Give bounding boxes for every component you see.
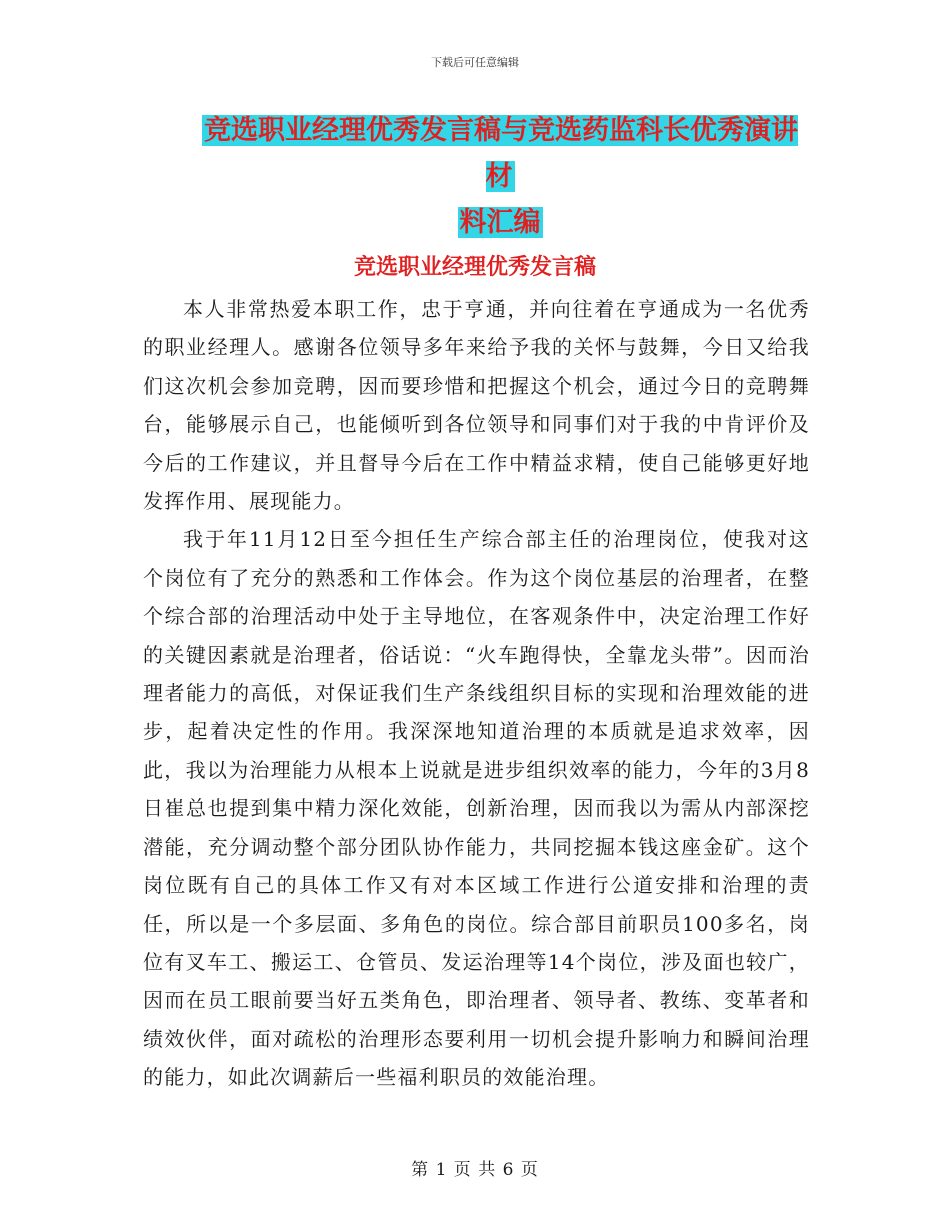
document-title-line-1: 竞选职业经理优秀发言稿与竞选药监科长优秀演讲材: [204, 115, 798, 192]
body-text: [143, 290, 810, 1097]
header-note: 下载后可任意编辑: [431, 56, 519, 69]
section-title: 竞选职业经理优秀发言稿: [353, 255, 596, 280]
paragraph-1: 本人非常热爱本职工作，忠于亨通，并向往着在亨通成为一名优秀的职业经理人。感谢各位领导多年来给予我的关怀与鼓舞，今日又给我们这次机会参加竞聘，因而要珍惜和把握这个机会，通过今日的竞聘舞台，能够展示自己，也能倾听到各位领导和同事们对于我的中肯评价及今后的工作建议，并且督导今后在工作中精益求精，使自己能够更好地发挥作用、展现能力。: [143, 297, 810, 514]
document-title: [190, 108, 810, 246]
page-footer: 第 1 页 共 6 页: [411, 1160, 539, 1180]
paragraph-2: 我于年11月12日至今担任生产综合部主任的治理岗位，使我对这个岗位有了充分的熟悉和工作体会。作为这个岗位基层的治理者，在整个综合部的治理活动中处于主导地位，在客观条件中，决定治理工作好的关键因素就是治理者，俗话说：“火车跑得快，全靠龙头带”。因而治理者能力的高低，对保证我们生产条线组织目标的实现和治理效能的进步，起着决定性的作用。我深深地知道治理的本质就是追求效率，因此，我以为治理能力从根本上说就是进步组织效率的能力，今年的3月8日崔总也提到集中精力深化效能，创新治理，因而我以为需从内部深挖潜能，充分调动整个部分团队协作能力，共同挖掘本钱这座金矿。这个岗位既有自己的具体工作又有对本区域工作进行公道安排和治理的责任，所以是一个多层面、多角色的岗位。综合部目前职员100多名，岗位有叉车工、搬运工、仓管员、发运治理等14个岗位，涉及面也较广，因而在员工眼前要当好五类角色，即治理者、领导者、教练、变革者和绩效伙伴，面对疏松的治理形态要利用一切机会提升影响力和瞬间治理的能力，如此次调薪后一些福利职员的效能治理。: [143, 527, 810, 1090]
document-title-line-2: 料汇编: [459, 207, 541, 238]
